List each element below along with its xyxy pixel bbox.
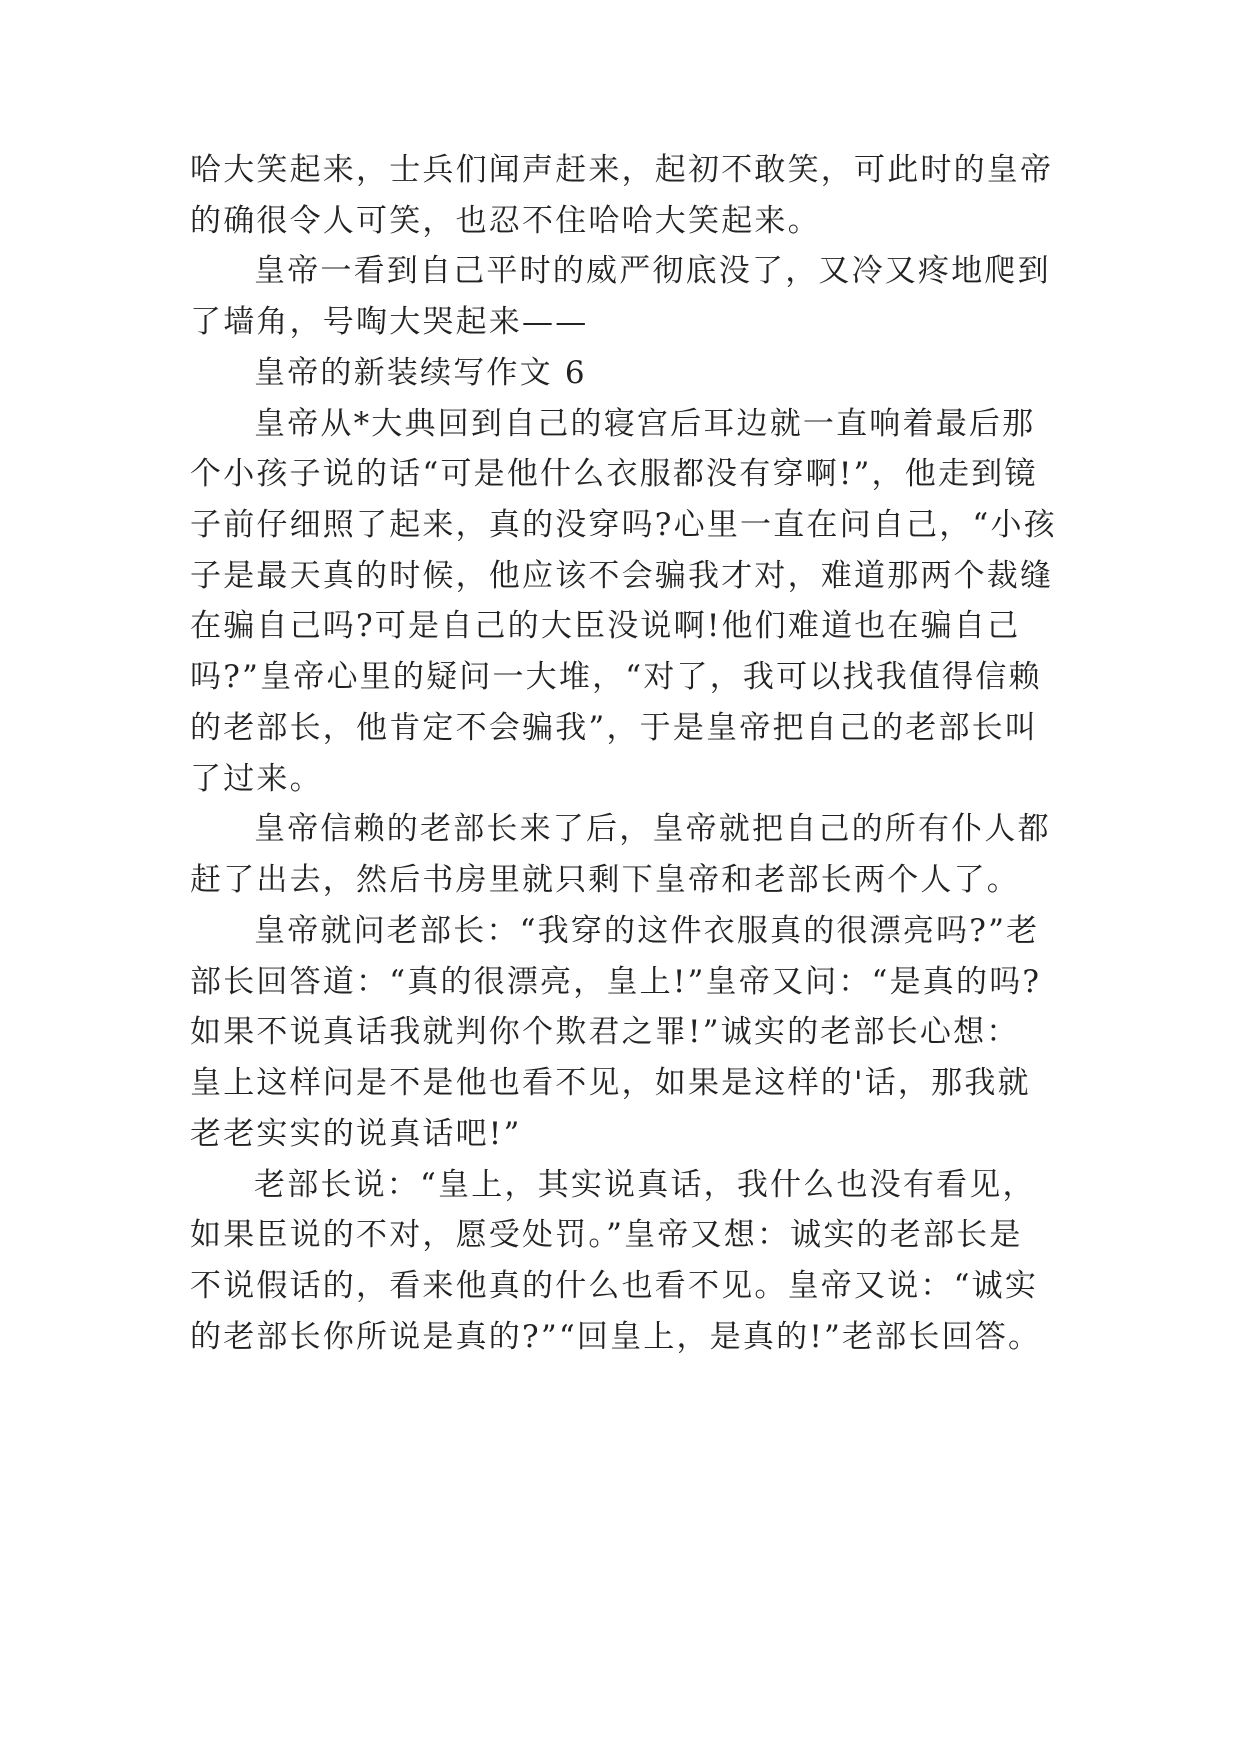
- paragraph-line: 皇帝信赖的老部长来了后，皇帝就把自己的所有仆人都: [254, 811, 1051, 847]
- text-line: 了过来。: [190, 761, 323, 797]
- text-line: 老老实实的说真话吧!”: [190, 1116, 522, 1152]
- text-line: 部长回答道：“真的很漂亮，皇上!”皇帝又问：“是真的吗?: [190, 964, 1042, 1000]
- paragraph-line: 老部长说：“皇上，其实说真话，我什么也没有看见，: [254, 1167, 1036, 1203]
- text-line: 子是最天真的时候，他应该不会骗我才对，难道那两个裁缝: [190, 558, 1054, 594]
- text-line: 了墙角，号啕大哭起来——: [190, 304, 589, 340]
- paragraph-line: 皇帝就问老部长：“我穿的这件衣服真的很漂亮吗?”老: [254, 913, 1040, 949]
- document-page: [190, 0, 1090, 1754]
- text-line: 的确很令人可笑，也忍不住哈哈大笑起来。: [190, 203, 821, 239]
- text-line: 子前仔细照了起来，真的没穿吗?心里一直在问自己，“小孩: [190, 507, 1057, 543]
- text-line: 皇上这样问是不是他也看不见，如果是这样的'话，那我就: [190, 1065, 1031, 1101]
- text-line: 在骗自己吗?可是自己的大臣没说啊!他们难道也在骗自己: [190, 608, 1021, 644]
- text-line: 的老部长，他肯定不会骗我”，于是皇帝把自己的老部长叫: [190, 710, 1039, 746]
- text-line: 如果不说真话我就判你个欺君之罪!”诚实的老部长心想：: [190, 1014, 1020, 1050]
- paragraph-line: 皇帝一看到自己平时的威严彻底没了，又冷又疼地爬到: [254, 253, 1051, 289]
- text-line: 个小孩子说的话“可是他什么衣服都没有穿啊!”，他走到镜: [190, 456, 1038, 492]
- paragraph-line: 皇帝从*大典回到自己的寝宫后耳边就一直响着最后那: [254, 406, 1036, 442]
- text-line: 不说假话的，看来他真的什么也看不见。皇帝又说：“诚实: [190, 1268, 1039, 1304]
- section-heading: 皇帝的新装续写作文 6: [254, 355, 587, 391]
- text-line: 如果臣说的不对，愿受处罚。”皇帝又想：诚实的老部长是: [190, 1217, 1023, 1253]
- text-line: 赶了出去，然后书房里就只剩下皇帝和老部长两个人了。: [190, 862, 1020, 898]
- text-line: 吗?”皇帝心里的疑问一大堆，“对了，我可以找我值得信赖: [190, 659, 1042, 695]
- text-line: 哈大笑起来，士兵们闻声赶来，起初不敢笑，可此时的皇帝: [190, 152, 1054, 188]
- text-line: 的老部长你所说是真的?”“回皇上，是真的!”老部长回答。: [190, 1319, 1042, 1355]
